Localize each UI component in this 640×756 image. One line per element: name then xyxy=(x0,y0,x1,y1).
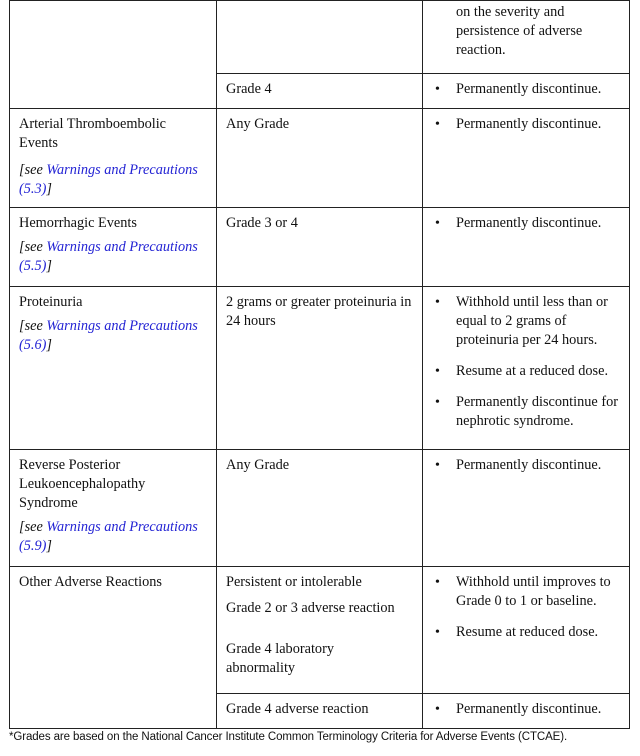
table-row xyxy=(10,1,630,74)
action-cell xyxy=(423,567,630,694)
action-item: • Permanently discontinue. xyxy=(432,700,620,719)
event-name: Hemorrhagic Events xyxy=(19,215,137,231)
cross-reference: [see Warnings and Precautions (5.5)] xyxy=(19,239,198,274)
grade-line: Persistent or intolerable xyxy=(226,574,362,590)
event-name: Proteinuria xyxy=(19,294,83,310)
event-cell xyxy=(10,287,217,450)
grade-cell: Any Grade xyxy=(217,450,423,567)
action-cell xyxy=(423,450,630,567)
action-item: • Permanently discontinue. xyxy=(432,80,620,99)
warnings-link[interactable]: Warnings and Precautions (5.9) xyxy=(19,519,198,554)
action-item: • Withhold until less than or equal to 2 grams of proteinuria per 24 hours. xyxy=(432,293,620,350)
grade-cell: Grade 3 or 4 xyxy=(217,208,423,287)
table-row xyxy=(10,208,630,287)
action-cell xyxy=(423,1,630,74)
event-cell xyxy=(10,1,217,109)
grade-cell xyxy=(217,1,423,74)
action-item: • Permanently discontinue for nephrotic syndrome. xyxy=(432,393,620,431)
event-cell: Other Adverse Reactions xyxy=(10,567,217,729)
action-item: • Resume at reduced dose. xyxy=(432,623,620,642)
action-item: • Permanently discontinue. xyxy=(432,115,620,134)
event-cell xyxy=(10,450,217,567)
cross-reference: [see Warnings and Precautions (5.6)] xyxy=(19,318,198,353)
warnings-link[interactable]: Warnings and Precautions (5.3) xyxy=(19,162,198,197)
table-row xyxy=(10,567,630,694)
table-row xyxy=(10,287,630,450)
warnings-link[interactable]: Warnings and Precautions (5.5) xyxy=(19,239,198,274)
action-item: • Permanently discontinue. xyxy=(432,456,620,475)
event-cell xyxy=(10,109,217,208)
event-name: Reverse Posterior Leukoencephalopathy Syndrome xyxy=(19,457,146,511)
table-row xyxy=(10,109,630,208)
continued-text: on the severity and persistence of adverse reaction. xyxy=(456,4,583,58)
grade-line: Grade 2 or 3 adverse reaction xyxy=(226,600,395,616)
table-row xyxy=(10,450,630,567)
action-item: • Withhold until improves to Grade 0 to 1 or baseline. xyxy=(432,573,620,611)
dose-modification-table xyxy=(9,0,630,729)
action-item: • Resume at a reduced dose. xyxy=(432,362,620,381)
action-cell xyxy=(423,287,630,450)
action-cell xyxy=(423,208,630,287)
cross-reference: [see Warnings and Precautions (5.9)] xyxy=(19,519,198,554)
warnings-link[interactable]: Warnings and Precautions (5.6) xyxy=(19,318,198,353)
grade-cell: Grade 4 adverse reaction xyxy=(217,694,423,729)
action-cell xyxy=(423,109,630,208)
grade-cell xyxy=(217,567,423,694)
grade-line: Grade 4 laboratory abnormality xyxy=(226,641,334,676)
grade-cell: Grade 4 xyxy=(217,74,423,109)
action-cell xyxy=(423,74,630,109)
grade-cell: Any Grade xyxy=(217,109,423,208)
cross-reference: [see Warnings and Precautions (5.3)] xyxy=(19,162,198,197)
grade-cell: 2 grams or greater proteinuria in 24 hours xyxy=(217,287,423,450)
event-cell xyxy=(10,208,217,287)
action-cell xyxy=(423,694,630,729)
event-name: Arterial Thromboembolic Events xyxy=(19,116,167,151)
action-item: • Permanently discontinue. xyxy=(432,214,620,233)
footnote: *Grades are based on the National Cancer Institute Common Terminology Criteria for Adverse Events (CTCAE). xyxy=(9,731,568,743)
